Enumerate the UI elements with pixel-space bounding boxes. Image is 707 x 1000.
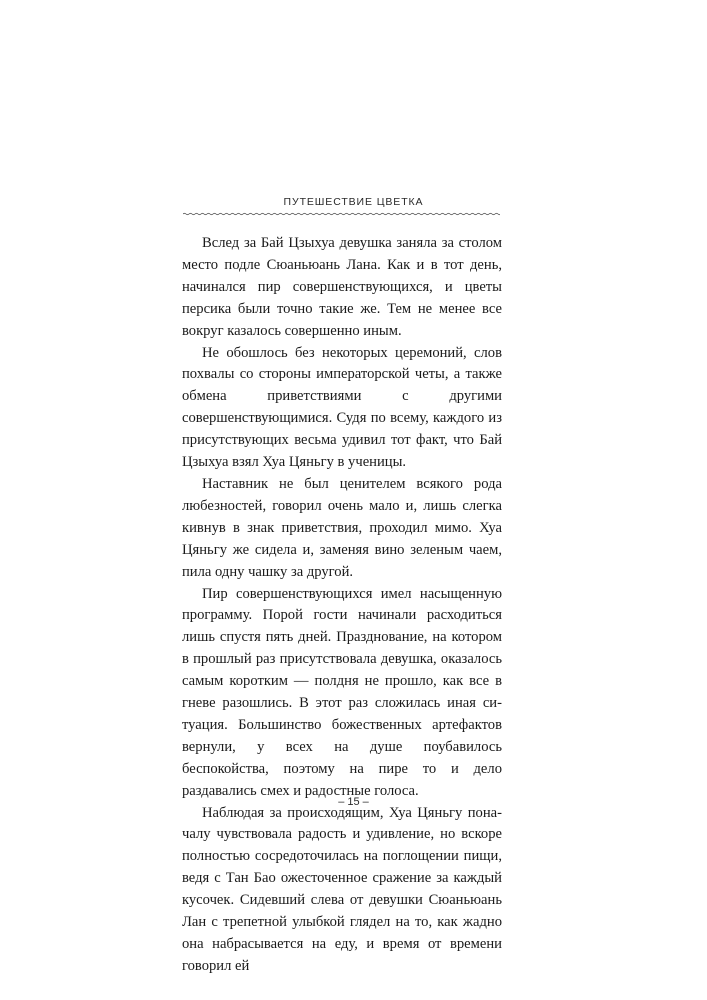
paragraph: Не обошлось без некоторых церемоний, слов похвалы со стороны императорской четы, а также обмена приветствиями с другими совершенствующимися. Судя по всему, каждого из присутствующих весьма удивил тот факт, что Бай Цзыхуа взял Хуа Цяньгу в ученицы. [182, 344, 502, 471]
paragraph: Пир совершенствующихся имел насыщенную программу. Порой гости начинали расходиться лишь спустя пять дней. Празднование, на котором в прошлый раз присутствовала девушка, оказалось самым коротким — полдня не прошло, как все в гневе разошлись. В этот раз сложилась иная ситуация. Большинство божественных артефактов вернули, у всех на душе поубавилось беспокойства, поэтому на пире то и дело раздавались смех и радостные голоса. [182, 585, 502, 799]
running-head: ПУТЕШЕСТВИЕ ЦВЕТКА [283, 196, 424, 208]
paragraph: Вслед за Бай Цзыхуа девушка заняла за столом место подле Сюаньюань Лана. Как и в тот день, начинался пир совершенствующихся, и цветы персика были точно такие же. Тем не менее все вокруг казалось совершенно иным. [182, 235, 502, 339]
page-number: – 15 – [338, 796, 369, 808]
page-text [182, 233, 502, 978]
paragraph: Наставник не был ценителем всякого рода любезностей, говорил очень мало и, лишь слегка кивнув в знак приветствия, проходил мимо. Хуа Цяньгу же сидела и, заменяя вино зеленым чаем, пила одну чашку за другой. [182, 475, 502, 580]
header-wavy-rule [183, 212, 500, 216]
paragraph: Наблюдая за происходящим, Хуа Цяньгу поначалу чувствовала радость и удивление, но вскоре полностью сосредоточилась на поглощении пищи, ведя с Тан Бао ожесточенное сражение за каждый кусочек. Сидевший слева от девушки Сюаньюань Лан с трепетной улыбкой глядел на то, как жадно она набрасывается на еду, и время от времени говорил ей [182, 804, 502, 974]
